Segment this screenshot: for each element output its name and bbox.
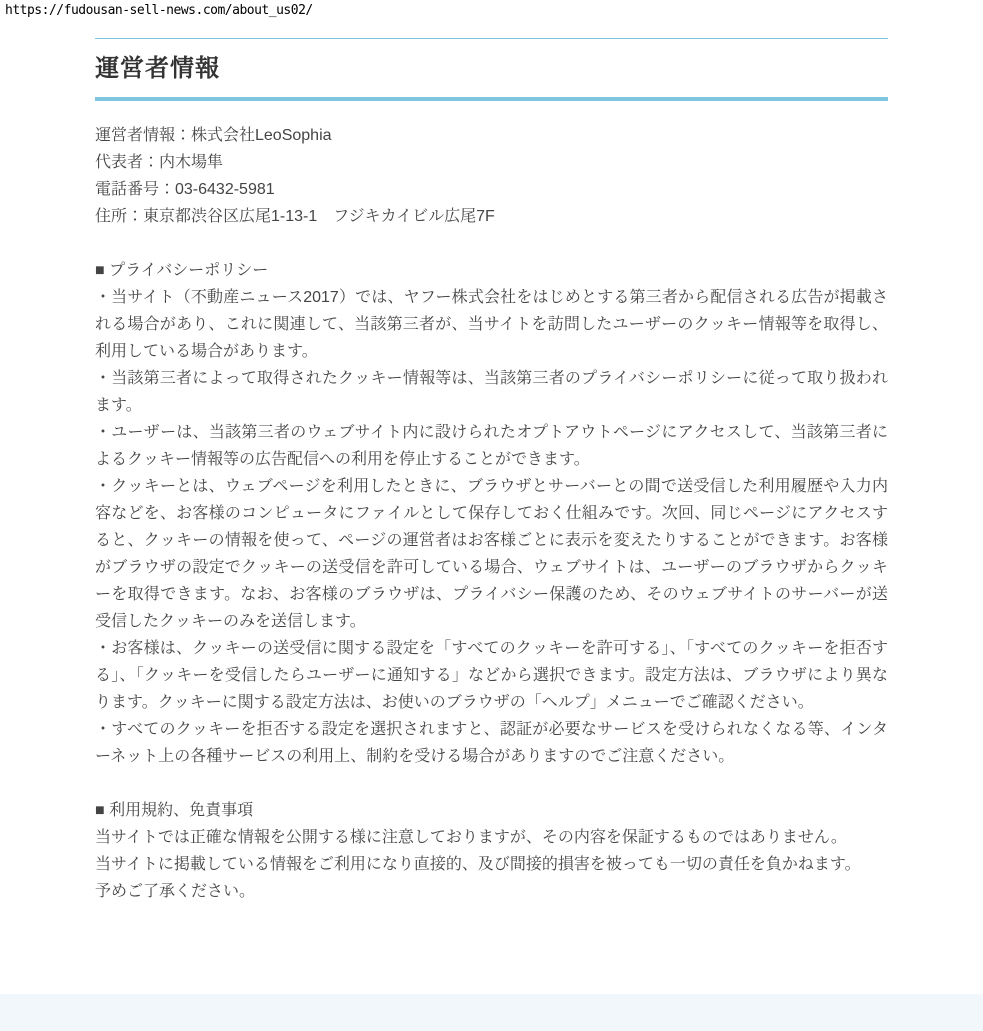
- privacy-policy-item: ・当該第三者によって取得されたクッキー情報等は、当該第三者のプライバシーポリシーに従って取り扱われます。: [95, 370, 888, 414]
- operator-info-line-phone: 電話番号：03-6432-5981: [95, 181, 275, 198]
- terms-line: 予めご了承ください。: [95, 883, 256, 900]
- privacy-policy-item: ・当サイト（不動産ニュース2017）では、ヤフー株式会社をはじめとする第三者から配信される広告が掲載される場合があり、これに関連して、当該第三者が、当サイトを訪問したユーザーのクッキー情報等を取得し、利用している場合があります。: [95, 289, 888, 360]
- privacy-policy-item: ・ユーザーは、当該第三者のウェブサイト内に設けられたオプトアウトページにアクセスして、当該第三者によるクッキー情報等の広告配信への利用を停止することができます。: [95, 424, 888, 468]
- privacy-policy-item: ・すべてのクッキーを拒否する設定を選択されますと、認証が必要なサービスを受けられなくなる等、インターネット上の各種サービスの利用上、制約を受ける場合がありますのでご注意ください。: [95, 721, 888, 765]
- operator-info-line-representative: 代表者：内木場隼: [95, 154, 224, 171]
- operator-info-line-company: 運営者情報：株式会社LeoSophia: [95, 127, 332, 144]
- terms-line: 当サイトでは正確な情報を公開する様に注意しておりますが、その内容を保証するものではありません。: [95, 829, 847, 846]
- terms-heading: ■ 利用規約、免責事項: [95, 802, 254, 819]
- privacy-policy-item: ・クッキーとは、ウェブページを利用したときに、ブラウザとサーバーとの間で送受信した利用履歴や入力内容などを、お客様のコンピュータにファイルとして保存しておく仕組みです。次回、同じページにアクセスすると、クッキーの情報を使って、ページの運営者はお客様ごとに表示を変えたりすることができます。お客様がブラウザの設定でクッキーの送受信を許可している場合、ウェブサイトは、ユーザーのブラウザからクッキーを取得できます。なお、お客様のブラウザは、プライバシー保護のため、そのウェブサイトのサーバーが送受信したクッキーのみを送信します。: [95, 478, 888, 630]
- page-title: 運営者情報: [95, 39, 888, 101]
- terms-line: 当サイトに掲載している情報をご利用になり直接的、及び間接的損害を被っても一切の責任を負かねます。: [95, 856, 861, 873]
- privacy-policy-item: ・お客様は、クッキーの送受信に関する設定を「すべてのクッキーを許可する」、「すべてのクッキーを拒否する」、「クッキーを受信したらユーザーに通知する」などから選択できます。設定方法は、ブラウザにより異なります。クッキーに関する設定方法は、お使いのブラウザの「ヘルプ」メニューでご確認ください。: [95, 640, 888, 711]
- page-body: [95, 101, 888, 905]
- operator-info-line-address: 住所：東京都渋谷区広尾1-13-1 フジキカイビル広尾7F: [95, 208, 495, 225]
- main-content: [95, 38, 888, 905]
- page-url: https://fudousan-sell-news.com/about_us02/: [5, 3, 313, 18]
- privacy-policy-heading: ■ プライバシーポリシー: [95, 262, 269, 279]
- footer-band: [0, 994, 983, 1031]
